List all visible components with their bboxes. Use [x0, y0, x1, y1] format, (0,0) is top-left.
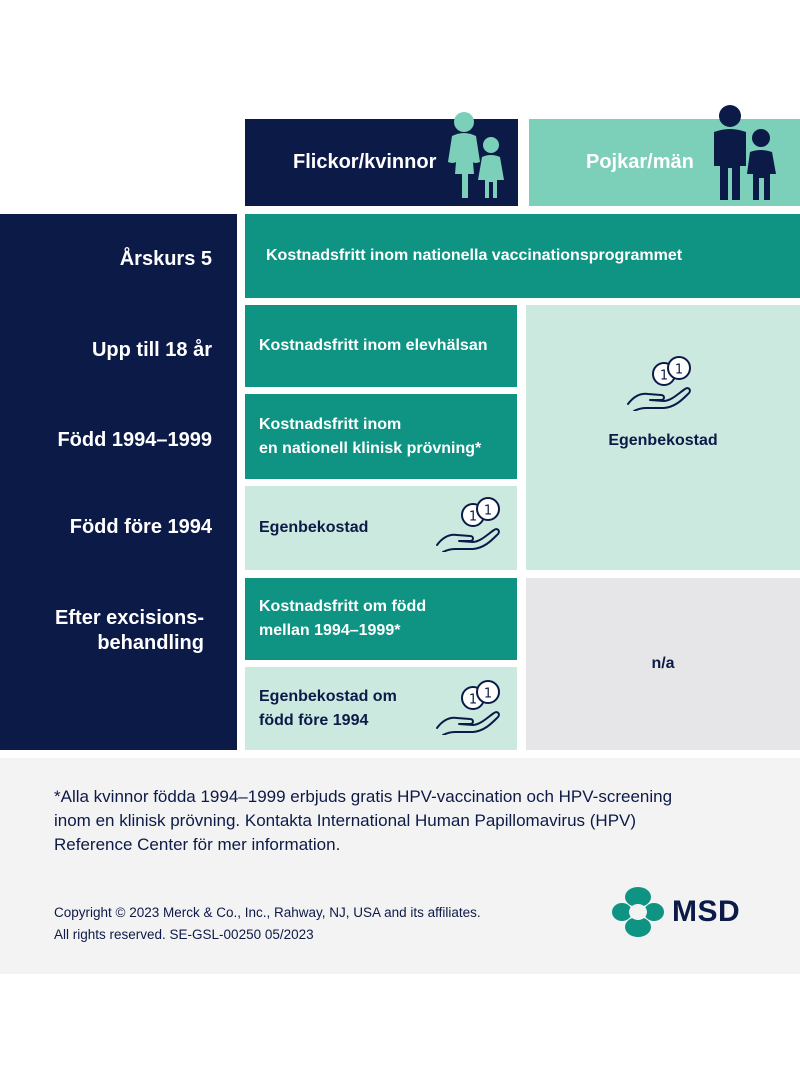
cell-boys-self-paid: [526, 305, 800, 570]
man-and-boy-icon: [706, 104, 781, 202]
msd-logo-text: MSD: [672, 895, 741, 928]
boys-self-paid-label: Egenbekostad: [608, 432, 718, 449]
header-girls-label: Flickor/kvinnor: [293, 151, 437, 173]
hand-with-coins-icon: [433, 679, 503, 735]
cell-self-paid-before-1994: Egenbekostad: [245, 486, 517, 570]
copyright: Copyright © 2023 Merck & Co., Inc., Rahway, NJ, USA and its affiliates. All rights reserved. SE-GSL-00250 05/2023: [54, 905, 481, 942]
hand-with-coins-icon: [433, 496, 503, 552]
hand-with-coins-icon: [624, 355, 694, 411]
row-labels-column: [0, 214, 237, 750]
row-label-born-1994-1999: Född 1994–1999: [57, 429, 212, 451]
cell-clinical-trial: Kostnadsfritt inom en nationell klinisk prövning*: [245, 394, 517, 479]
row-label-born-before-1994: Född före 1994: [69, 516, 212, 538]
row-label-under18: Upp till 18 år: [91, 339, 212, 361]
cell-national-program: Kostnadsfritt inom nationella vaccinationsprogrammet: [245, 214, 800, 298]
row-label-grade5: Årskurs 5: [119, 248, 212, 270]
footnote: *Alla kvinnor födda 1994–1999 erbjuds gratis HPV-vaccination och HPV-screening inom en klinisk prövning. Kontakta International Human Papillomavirus (HPV) Reference Center för mer information.: [54, 787, 673, 854]
header-boys-label: Pojkar/män: [586, 151, 694, 173]
cell-free-if-born-1994-1999: Kostnadsfritt om född mellan 1994–1999*: [245, 578, 517, 660]
footer: [0, 758, 800, 974]
woman-and-girl-icon: [440, 110, 515, 202]
cell-self-paid-if-born-before-1994: Egenbekostad om född före 1994: [245, 667, 517, 750]
cell-boys-na: n/a: [526, 578, 800, 750]
row-label-after-excision: Efter excisions- behandling: [55, 607, 204, 654]
msd-logo-icon: [612, 886, 664, 938]
cell-school-health: Kostnadsfritt inom elevhälsan: [245, 305, 517, 387]
